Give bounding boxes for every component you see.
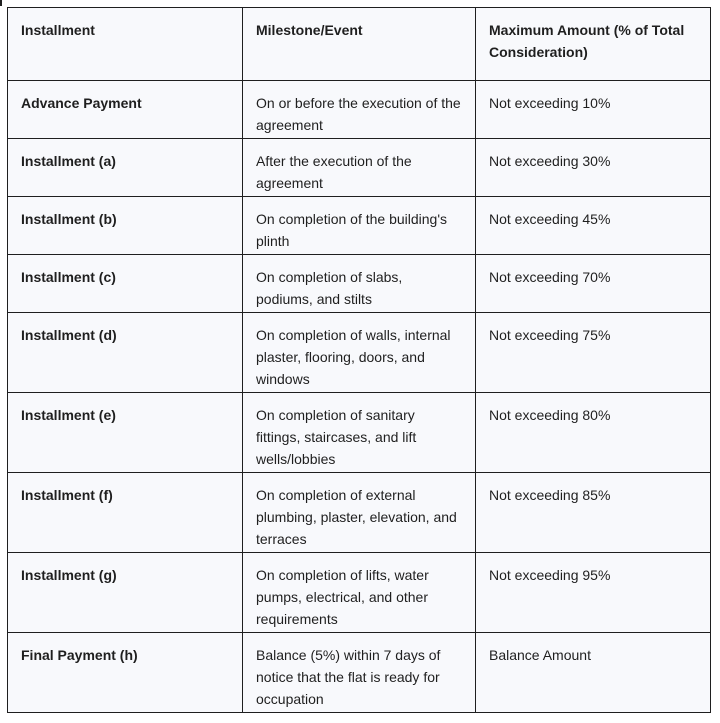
header-maximum-amount: Maximum Amount (% of Total Consideration) bbox=[476, 8, 711, 81]
table-row bbox=[8, 393, 711, 473]
cursor-marker bbox=[0, 0, 2, 6]
cell-installment: Installment (f) bbox=[8, 473, 243, 553]
cell-installment: Installment (d) bbox=[8, 313, 243, 393]
cell-milestone: After the execution of the agreement bbox=[243, 139, 476, 197]
cell-milestone: On completion of slabs, podiums, and stilts bbox=[243, 255, 476, 313]
table-row bbox=[8, 81, 711, 139]
table-row bbox=[8, 473, 711, 553]
table-header-row bbox=[8, 8, 711, 81]
cell-amount: Not exceeding 95% bbox=[476, 553, 711, 633]
cell-amount: Not exceeding 85% bbox=[476, 473, 711, 553]
table-row bbox=[8, 313, 711, 393]
table-row bbox=[8, 197, 711, 255]
header-milestone: Milestone/Event bbox=[243, 8, 476, 81]
cell-amount: Not exceeding 30% bbox=[476, 139, 711, 197]
cell-milestone: On completion of lifts, water pumps, electrical, and other requirements bbox=[243, 553, 476, 633]
cell-installment: Installment (c) bbox=[8, 255, 243, 313]
cell-installment: Installment (b) bbox=[8, 197, 243, 255]
cell-amount: Balance Amount bbox=[476, 633, 711, 713]
cell-amount: Not exceeding 80% bbox=[476, 393, 711, 473]
cell-amount: Not exceeding 10% bbox=[476, 81, 711, 139]
table-row bbox=[8, 139, 711, 197]
cell-installment: Installment (a) bbox=[8, 139, 243, 197]
cell-milestone: On or before the execution of the agreement bbox=[243, 81, 476, 139]
cell-installment: Installment (e) bbox=[8, 393, 243, 473]
cell-milestone: On completion of external plumbing, plaster, elevation, and terraces bbox=[243, 473, 476, 553]
cell-installment: Advance Payment bbox=[8, 81, 243, 139]
cell-milestone: On completion of sanitary fittings, staircases, and lift wells/lobbies bbox=[243, 393, 476, 473]
cell-installment: Final Payment (h) bbox=[8, 633, 243, 713]
cell-milestone: On completion of the building's plinth bbox=[243, 197, 476, 255]
payment-schedule-table bbox=[7, 7, 711, 713]
table-row bbox=[8, 633, 711, 713]
cell-amount: Not exceeding 45% bbox=[476, 197, 711, 255]
table-row bbox=[8, 255, 711, 313]
cell-installment: Installment (g) bbox=[8, 553, 243, 633]
cell-amount: Not exceeding 70% bbox=[476, 255, 711, 313]
header-installment: Installment bbox=[8, 8, 243, 81]
cell-milestone: On completion of walls, internal plaster, flooring, doors, and windows bbox=[243, 313, 476, 393]
cell-amount: Not exceeding 75% bbox=[476, 313, 711, 393]
table-row bbox=[8, 553, 711, 633]
cell-milestone: Balance (5%) within 7 days of notice that the flat is ready for occupation bbox=[243, 633, 476, 713]
